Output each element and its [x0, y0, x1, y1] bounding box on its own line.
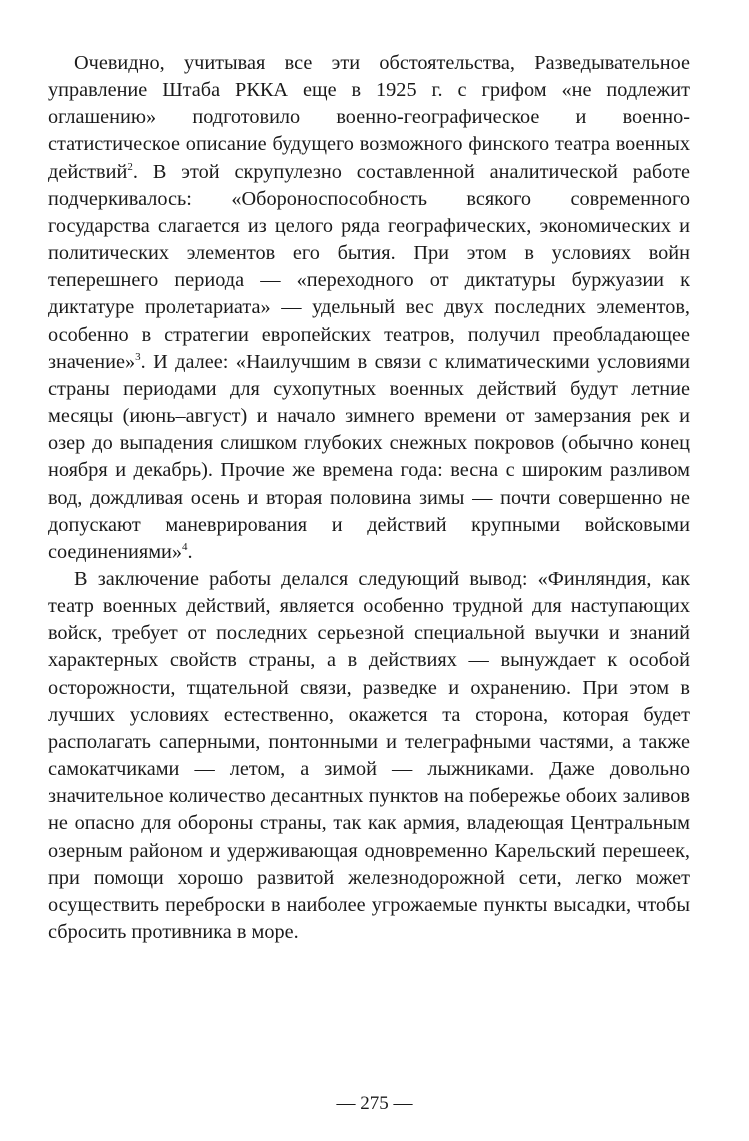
footnote-ref-4: 4 — [182, 540, 188, 553]
page-number: — 275 — — [336, 1093, 413, 1114]
paragraph-1-text-d: . — [187, 540, 193, 563]
paragraph-1 — [48, 50, 690, 566]
footnote-ref-2: 2 — [127, 160, 133, 173]
paragraph-1-text-b: . В этой скрупулезно составленной аналитической работе подчеркивалось: «Обороноспособность всякого современного государства слагается из целого ряда географических, экономических и политических элементов его бытия. При этом в условиях войн теперешнего периода — «переходного от диктатуры буржуазии к диктатуре пролетариата» — удельный вес двух последних элементов, особенно в стратегии европейских театров, получил преобладающее значение» — [48, 160, 690, 373]
footnote-ref-3: 3 — [135, 350, 141, 363]
paragraph-1-text-a: Очевидно, учитывая все эти обстоятельства, Разведывательное управление Штаба РККА еще в 1925 г. с грифом «не подлежит оглашению» подготовило военно-географическое и военно-статистическое описание будущего возможного финского театра военных действий — [48, 52, 690, 183]
paragraph-2-text: В заключение работы делался следующий вывод: «Финляндия, как театр военных действий, является особенно трудной для наступающих войск, требует от последних серьезной специальной выучки и знаний характерных свойств страны, а в действиях — вынуждает к особой осторожности, тщательной связи, разведке и охранению. При этом в лучших условиях естественно, окажется та сторона, которая будет располагать саперными, понтонными и телеграфными частями, а также самокатчиками — летом, а зимой — лыжниками. Даже довольно значительное количество десантных пунктов на побережье обоих заливов не опасно для обороны страны, так как армия, владеющая Центральным озерным районом и удерживающая одновременно Карельский перешеек, при помощи хорошо развитой железнодорожной сети, легко может осуществить переброски в наиболее угрожаемые пункты высадки, чтобы сбросить противника в море. — [48, 567, 690, 943]
page-body — [48, 50, 690, 946]
paragraph-2 — [48, 566, 690, 946]
paragraph-1-text-c: . И далее: «Наилучшим в связи с климатическими условиями страны периодами для сухопутных военных действий будут летние месяцы (июнь–август) и начало зимнего времени от замерзания рек и озер до выпадения слишком глубоких снежных покровов (обычно конец ноября и декабрь). Прочие же времена года: весна с широким разливом вод, дождливая осень и вторая половина зимы — почти совершенно не допускают маневрирования и действий крупными войсковыми соединениями» — [48, 350, 690, 563]
